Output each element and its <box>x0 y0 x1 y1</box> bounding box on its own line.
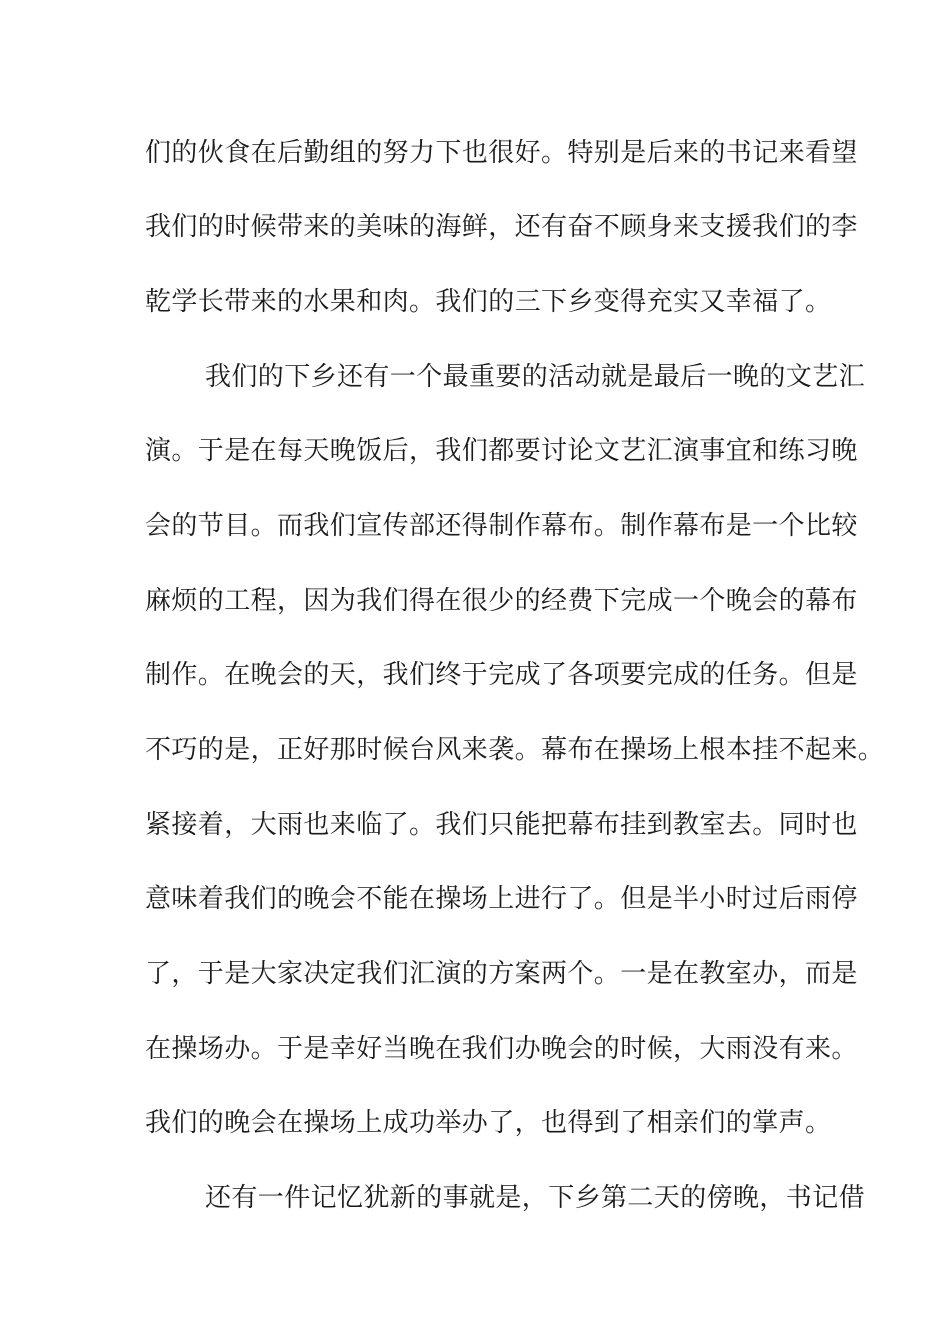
paragraph-start-line-4: 我们的下乡还有一个最重要的活动就是最后一晚的文艺汇 <box>205 362 866 392</box>
text-line-7: 麻烦的工程，因为我们得在很少的经费下完成一个晚会的幕布 <box>145 586 858 616</box>
text-line-3: 乾学长带来的水果和肉。我们的三下乡变得充实又幸福了。 <box>145 287 832 317</box>
text-line-12: 了，于是大家决定我们汇演的方案两个。一是在教室办，而是 <box>145 959 858 989</box>
text-line-10: 紧接着，大雨也来临了。我们只能把幕布挂到教室去。同时也 <box>145 810 858 840</box>
paragraph-start-line-15: 还有一件记忆犹新的事就是，下乡第二天的傍晚，书记借 <box>205 1183 866 1213</box>
text-line-14: 我们的晚会在操场上成功举办了，也得到了相亲们的掌声。 <box>145 1108 832 1138</box>
text-line-1: 们的伙食在后勤组的努力下也很好。特别是后来的书记来看望 <box>145 138 858 168</box>
text-line-11: 意味着我们的晚会不能在操场上进行了。但是半小时过后雨停 <box>145 884 858 914</box>
text-line-8: 制作。在晚会的天，我们终于完成了各项要完成的任务。但是 <box>145 660 858 690</box>
text-line-9: 不巧的是，正好那时候台风来袭。幕布在操场上根本挂不起来。 <box>145 735 885 765</box>
text-line-5: 演。于是在每天晚饭后，我们都要讨论文艺汇演事宜和练习晚 <box>145 436 858 466</box>
text-line-6: 会的节目。而我们宣传部还得制作幕布。制作幕布是一个比较 <box>145 511 858 541</box>
text-line-2: 我们的时候带来的美味的海鲜，还有奋不顾身来支援我们的李 <box>145 212 858 242</box>
text-line-13: 在操场办。于是幸好当晚在我们办晚会的时候，大雨没有来。 <box>145 1034 858 1064</box>
